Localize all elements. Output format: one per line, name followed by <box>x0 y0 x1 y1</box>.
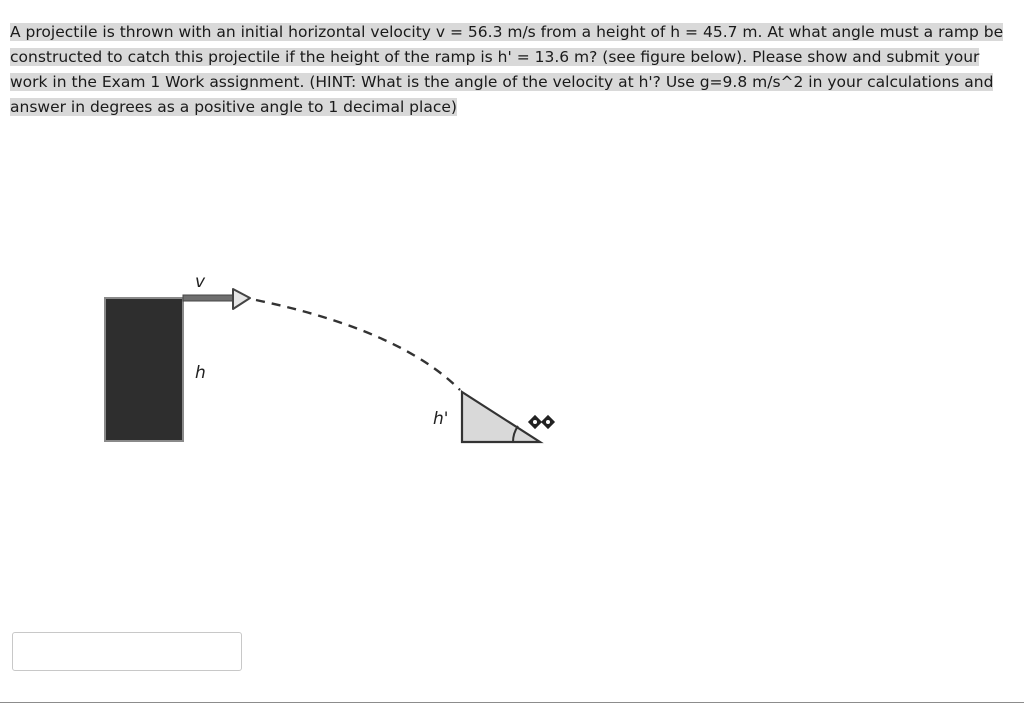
label-h-prime: h' <box>433 409 449 429</box>
label-h: h <box>195 363 206 383</box>
angle-symbol-icon <box>528 415 555 429</box>
trajectory-path <box>256 300 460 390</box>
velocity-arrow-head <box>233 289 250 309</box>
bottom-divider <box>0 702 1024 703</box>
projectile-figure <box>0 260 600 460</box>
label-v: v <box>195 272 206 292</box>
question-text-content: A projectile is thrown with an initial horizontal velocity v = 56.3 m/s from a height of h = 45.7 m. At what angle must a ramp be constructed to catch this projectile if the height of the ramp is h' = 13.6 m? (see figure below). Please show and submit your work in the Exam 1 Work assignment. (HINT: What is the angle of the velocity at h'? Use g=9.8 m/s^2 in your calculations and answer in degrees as a positive angle to 1 decimal place) <box>10 23 1004 116</box>
answer-input[interactable] <box>12 632 242 671</box>
question-text <box>10 20 1018 120</box>
ramp-triangle <box>462 392 540 442</box>
velocity-arrow-shaft <box>183 295 233 301</box>
cliff-block <box>105 298 183 441</box>
